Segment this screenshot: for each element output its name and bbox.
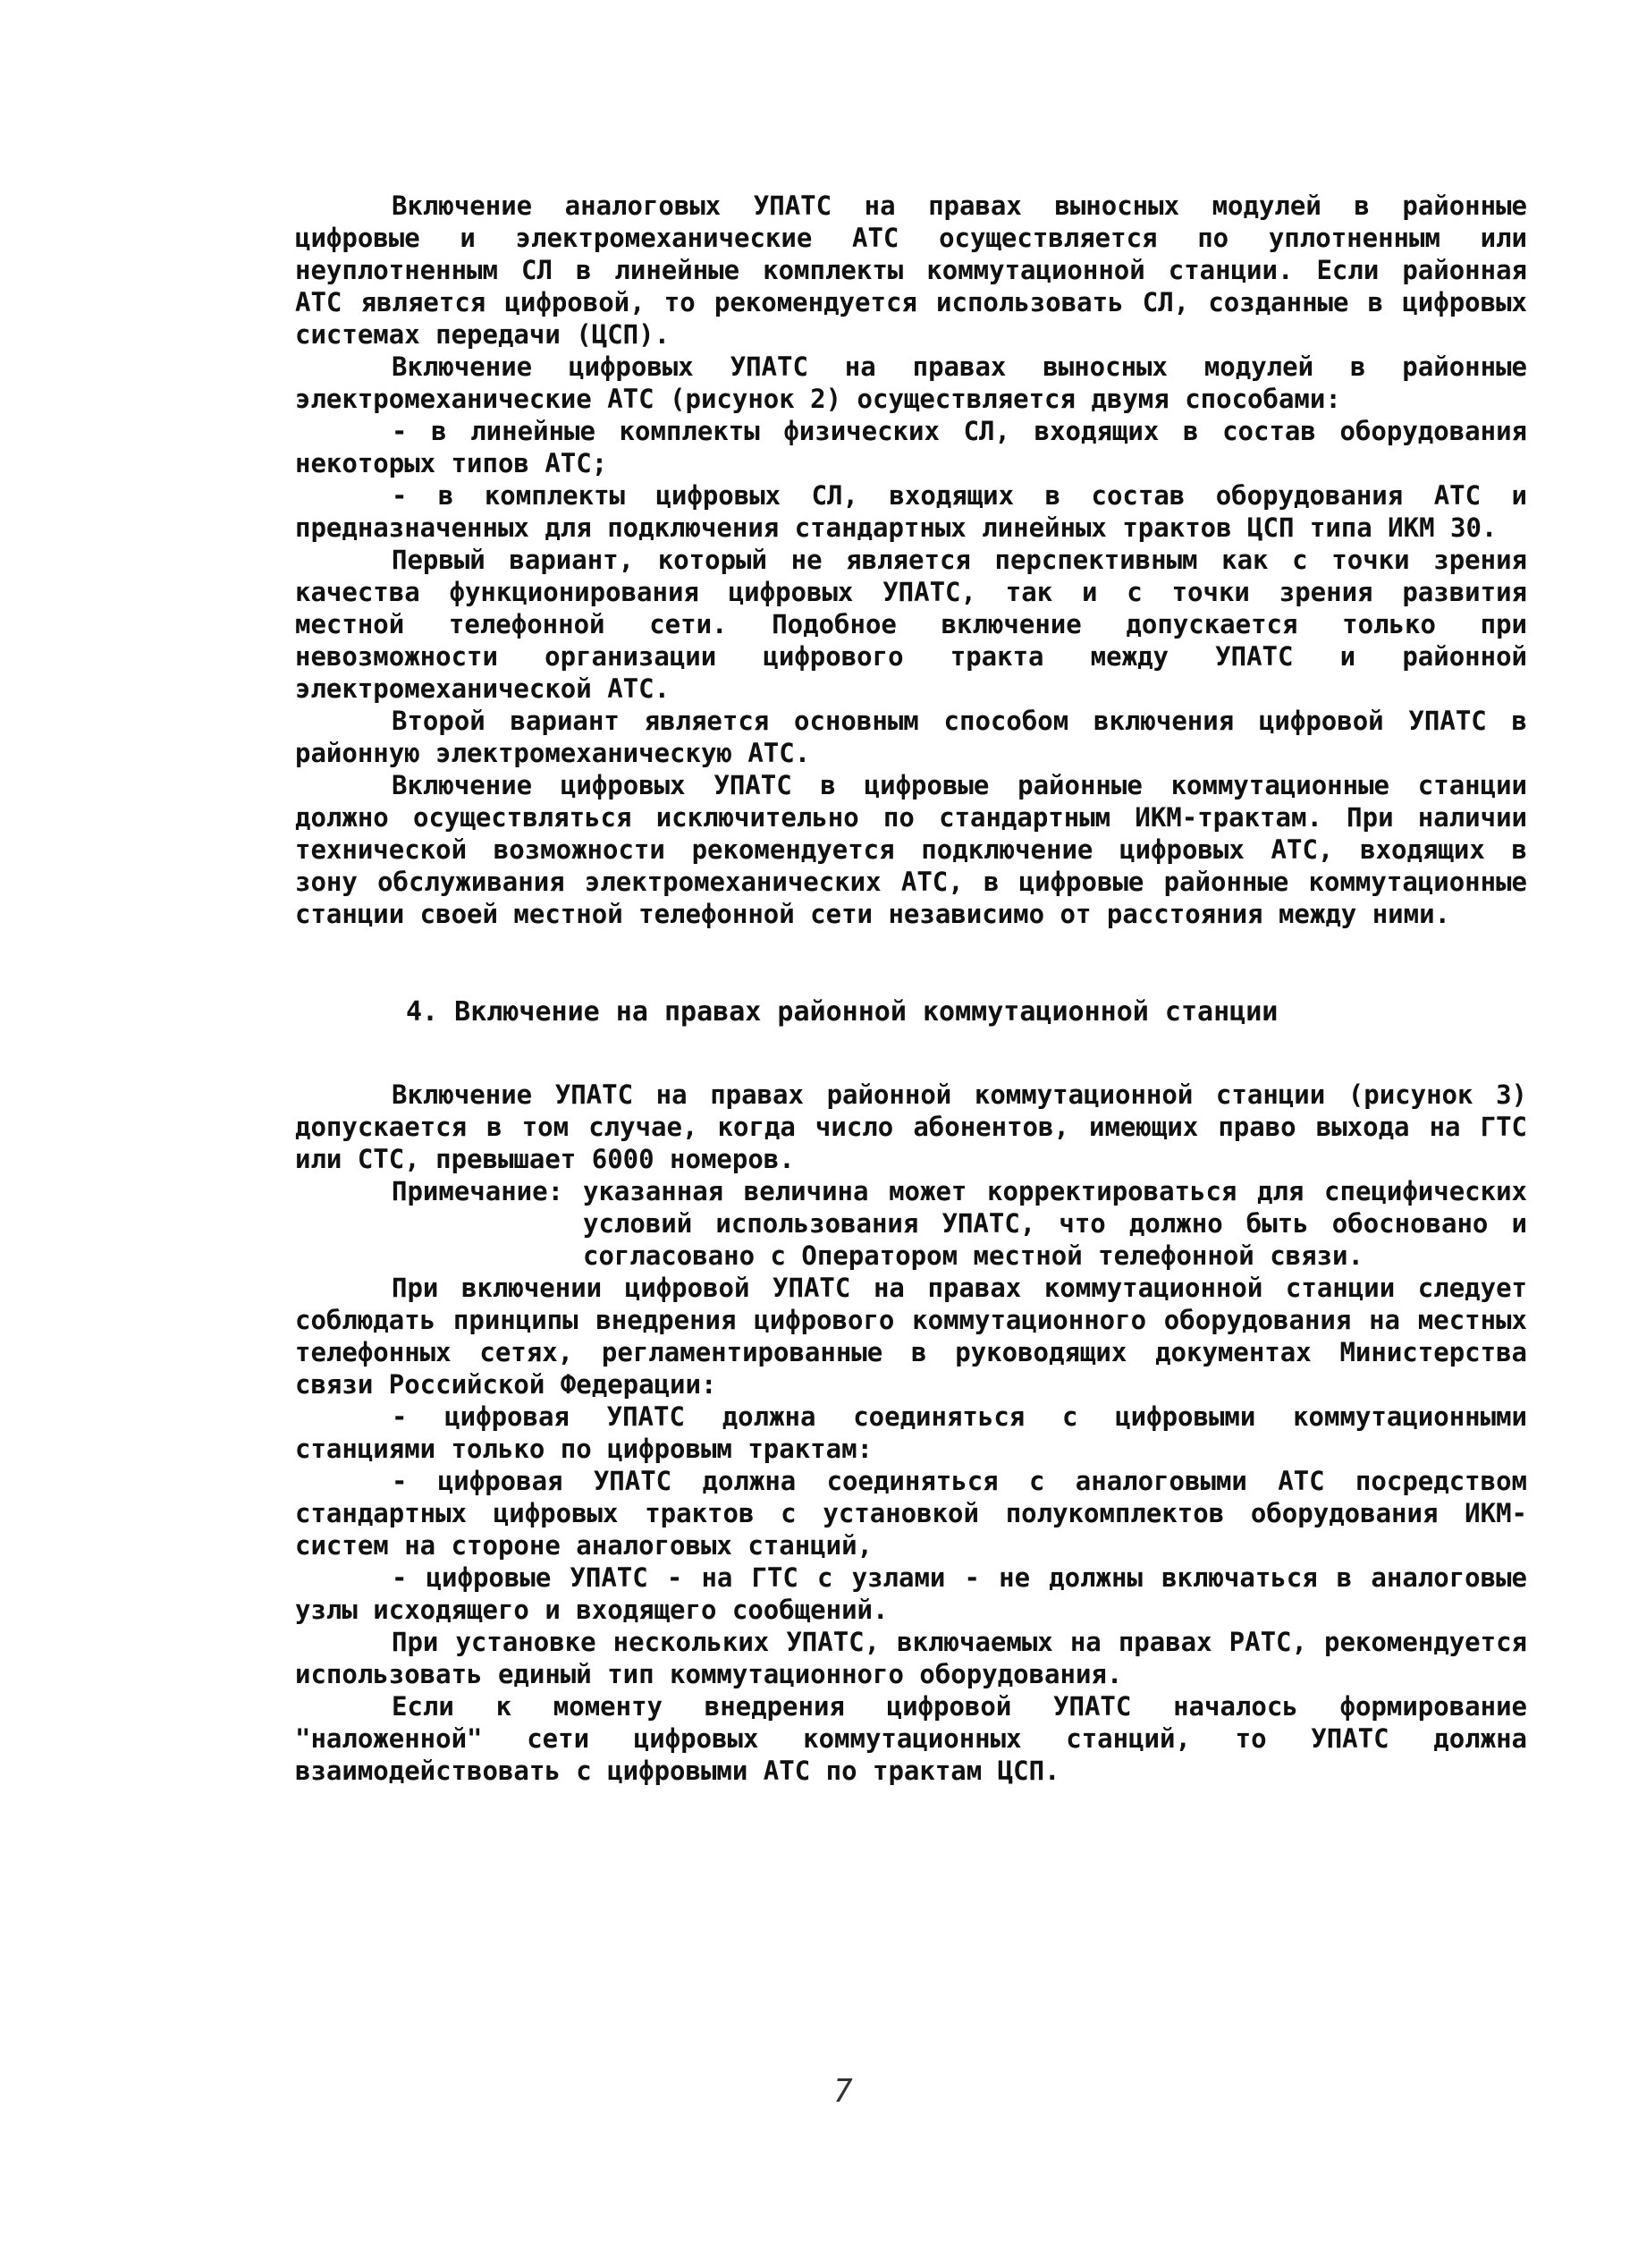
paragraph: Включение УПАТС на правах районной коммутационной станции (рисунок 3) допускается в том случае, когда число абонентов, имеющих право выхода на ГТС или СТС, превышает 6000 номеров. (295, 1079, 1527, 1174)
paragraph: Первый вариант, который не является перспективным как с точки зрения качества функционирования цифровых УПАТС, так и с точки зрения развития местной телефонной сети. Подобное включение допускается только при невозможности организации цифрового тракта между УПАТС и районной электромеханической АТС. (295, 545, 1527, 704)
list-item: - в линейные комплекты физических СЛ, входящих в состав оборудования некоторых типов АТС; (295, 416, 1527, 478)
note-text: указанная величина может корректироваться для специфических условий использования УПАТС, что должно быть обосновано и согласовано с Оператором местной телефонной связи. (583, 1176, 1527, 1271)
document-body (295, 190, 1527, 1787)
list-item: - в комплекты цифровых СЛ, входящих в состав оборудования АТС и предназначенных для подключения стандартных линейных трактов ЦСП типа ИКМ 30. (295, 480, 1527, 543)
note-label: Примечание: (392, 1176, 564, 1206)
section-heading: 4. Включение на правах районной коммутационной станции (406, 996, 1279, 1028)
paragraph: Если к моменту внедрения цифровой УПАТС началось формирование "наложенной" сети цифровых коммутационных станций, то УПАТС должна взаимодействовать с цифровыми АТС по трактам ЦСП. (295, 1691, 1527, 1786)
paragraph: Включение аналоговых УПАТС на правах выносных модулей в районные цифровые и электромеханические АТС осуществляется по уплотненным или неуплотненным СЛ в линейные комплекты коммутационной станции. Если районная АТС является цифровой, то рекомендуется использовать СЛ, созданные в цифровых системах передачи (ЦСП). (295, 190, 1527, 350)
list-item: - цифровые УПАТС - на ГТС с узлами - не должны включаться в аналоговые узлы исходящего и входящего сообщений. (295, 1562, 1527, 1625)
paragraph: При установке нескольких УПАТС, включаемых на правах РАТС, рекомендуется использовать единый тип коммутационного оборудования. (295, 1627, 1527, 1689)
paragraph: Включение цифровых УПАТС на правах выносных модулей в районные электромеханические АТС (рисунок 2) осуществляется двумя способами: (295, 351, 1527, 414)
list-item: - цифровая УПАТС должна соединяться с цифровыми коммутационными станциями только по цифровым трактам: (295, 1401, 1527, 1464)
paragraph: Включение цифровых УПАТС в цифровые районные коммутационные станции должно осуществляться исключительно по стандартным ИКМ-трактам. При наличии технической возможности рекомендуется подключение цифровых АТС, входящих в зону обслуживания электромеханических АТС, в цифровые районные коммутационные станции своей местной телефонной сети независимо от расстояния между ними. (295, 770, 1527, 929)
paragraph: Второй вариант является основным способом включения цифровой УПАТС в районную электромеханическую АТС. (295, 706, 1527, 768)
note (295, 1175, 1527, 1272)
page-number: 7 (833, 2073, 853, 2110)
paragraph: При включении цифровой УПАТС на правах коммутационной станции следует соблюдать принципы внедрения цифрового коммутационного оборудования на местных телефонных сетях, регламентированные в руководящих документах Министерства связи Российской Федерации: (295, 1273, 1527, 1400)
list-item: - цифровая УПАТС должна соединяться с аналоговыми АТС посредством стандартных цифровых трактов с установкой полукомплектов оборудования ИКМ-систем на стороне аналоговых станций, (295, 1466, 1527, 1561)
